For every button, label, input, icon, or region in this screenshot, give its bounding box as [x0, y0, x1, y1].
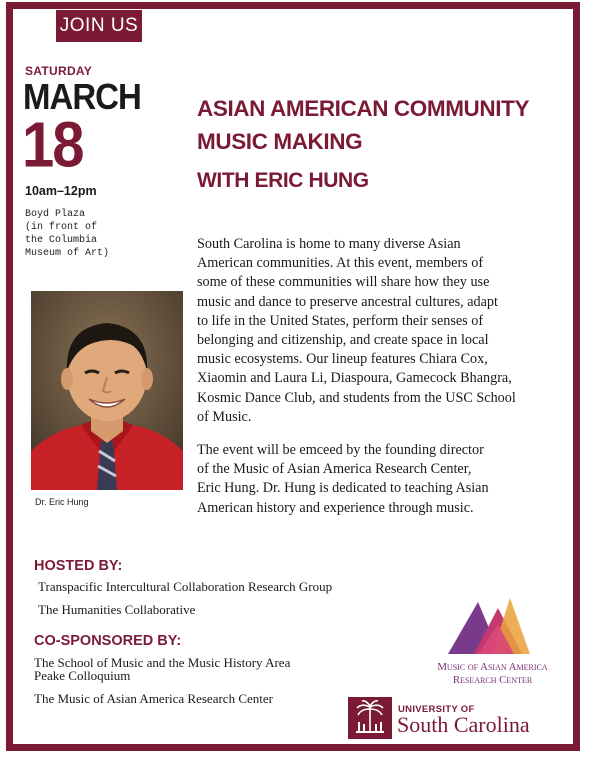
hosted-by-heading: HOSTED BY:: [34, 558, 123, 574]
paragraph-line: of Music.: [197, 408, 252, 425]
paragraph-line: Kosmic Dance Club, and students from the USC School: [197, 389, 516, 406]
paragraph-line: South Carolina is home to many diverse Asian: [197, 236, 461, 252]
location-line: the Columbia: [25, 235, 98, 246]
description-paragraph-1: [197, 235, 537, 427]
usc-palmetto-logo: [348, 697, 392, 739]
photo-caption: Dr. Eric Hung: [35, 497, 89, 507]
location-line: Boyd Plaza: [25, 209, 86, 220]
palmetto-icon: [348, 697, 392, 739]
paragraph-line: Xiaomin and Laura Li, Diaspoura, Gamecock Bhangra,: [197, 370, 512, 387]
event-location: [25, 208, 109, 260]
paragraph-line: some of these communities will share how they use: [197, 274, 490, 291]
speaker-portrait-illustration: [31, 291, 183, 490]
cosponsored-by-item: The School of Music and the Music History Area: [34, 655, 291, 670]
hosted-by-item: Transpacific Intercultural Collaboration Research Group: [38, 579, 333, 594]
paragraph-line: music and dance to preserve ancestral cultures, adapt: [197, 293, 498, 310]
maa-logo-line: Research Center: [452, 674, 533, 686]
join-us-banner: JOIN US: [56, 10, 142, 42]
usc-logo-line1: UNIVERSITY OF: [398, 704, 475, 715]
description-paragraph-2: [197, 441, 542, 518]
maa-logo-line: Music of Asian America: [437, 661, 548, 673]
paragraph-line: American history and experience through music.: [197, 499, 474, 516]
maa-mountain-logo: [448, 598, 530, 654]
usc-logo-line2: South Carolina: [397, 712, 530, 737]
location-line: (in front of: [25, 222, 98, 233]
event-title: [197, 92, 529, 158]
paragraph-line: belonging and citizenship, and create space in local: [197, 332, 489, 349]
paragraph-line: The event will be emceed by the founding director: [197, 442, 484, 458]
maa-logo-text: [400, 661, 585, 687]
event-subtitle: WITH ERIC HUNG: [197, 169, 369, 192]
event-time: 10am–12pm: [25, 184, 97, 198]
event-day: SATURDAY: [25, 64, 93, 78]
paragraph-line: music ecosystems. Our lineup features Chiara Cox,: [197, 351, 488, 368]
paragraph-line: Eric Hung. Dr. Hung is dedicated to teaching Asian: [197, 480, 489, 497]
event-month: MARCH: [23, 76, 141, 117]
title-line: MUSIC MAKING: [197, 129, 363, 154]
cosponsored-by-item: Peake Colloquium: [34, 668, 131, 683]
paragraph-line: to life in the United States, perform their senses of: [197, 312, 484, 329]
title-line: ASIAN AMERICAN COMMUNITY: [197, 96, 530, 121]
location-line: Museum of Art): [25, 248, 110, 259]
cosponsored-by-heading: CO-SPONSORED BY:: [34, 633, 182, 649]
paragraph-line: of the Music of Asian America Research Center,: [197, 461, 472, 478]
hosted-by-item: The Humanities Collaborative: [38, 602, 196, 617]
paragraph-line: American communities. At this event, members of: [197, 255, 484, 272]
event-date-number: 18: [22, 109, 83, 181]
speaker-photo: [31, 291, 183, 490]
cosponsored-by-item: The Music of Asian America Research Center: [34, 691, 273, 706]
